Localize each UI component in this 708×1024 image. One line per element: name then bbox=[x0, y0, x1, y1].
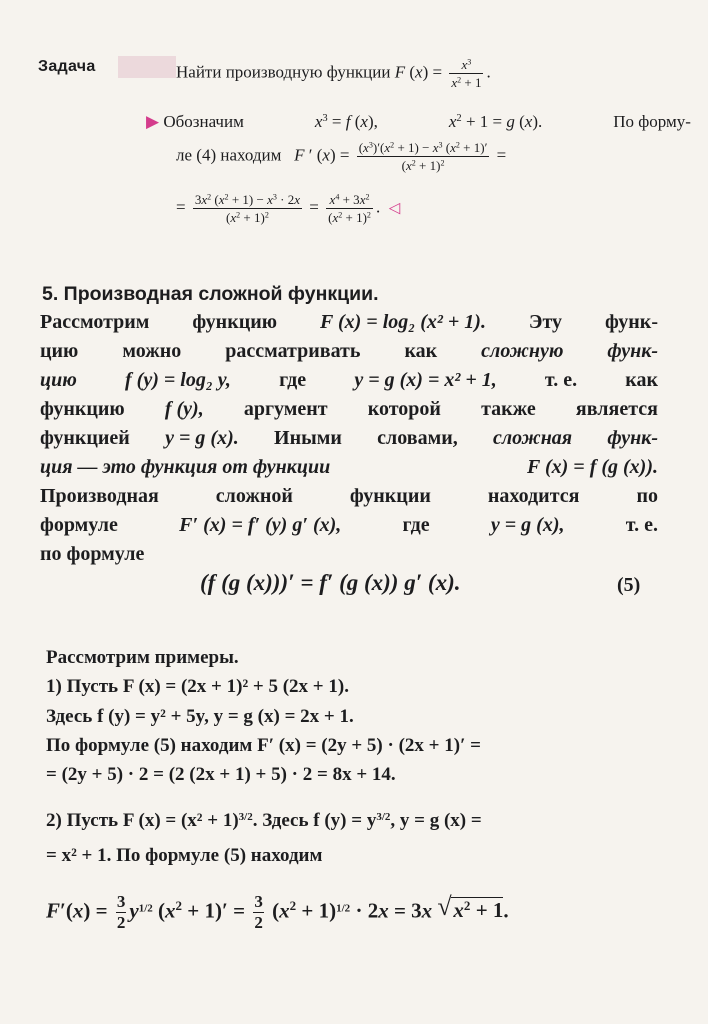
sqrt-symbol: √ $x^2 + 1$ bbox=[437, 892, 504, 923]
task-line-4: = $\frac{3x^2 (x^2 + 1) - x^3 \cdot 2x}{(x^2 + 1)^2}$ = $\frac{x^4 + 3x^2}{(x^2 + 1)^2}$ . ◁ bbox=[176, 192, 401, 225]
paragraph-line: цию можно рассматривать как сложную функ- bbox=[40, 340, 658, 362]
task-label-highlight bbox=[118, 56, 176, 78]
paragraph-line: формуле F′ (x) = f′ (y) g′ (x), где y = g (x), т. е. bbox=[40, 514, 658, 536]
task-label: Задача bbox=[38, 58, 96, 75]
paragraph-line: Рассмотрим функцию F (x) = log₂ (x² + 1). Эту функ- bbox=[40, 311, 658, 333]
example-1-line: = (2y + 5) · 2 = (2 (2x + 1) + 5) · 2 = 8x + 14. bbox=[46, 764, 396, 785]
paragraph-line: функцией y = g (x). Иными словами, сложная функ- bbox=[40, 427, 658, 449]
paragraph-line: Производная сложной функции находится по bbox=[40, 485, 658, 507]
task-line-3: ле (4) находим F ′ (x) = $\frac{(x^3)'(x^2 + 1) - x^3 (x^2 + 1)'}{(x^2 + 1)^2}$ = bbox=[176, 140, 507, 173]
task-statement: Найти производную функции F (x) = $\frac{x^3}{x^2 + 1}$ . bbox=[176, 57, 491, 90]
task-fraction: $\frac{x^3}{x^2 + 1}$ bbox=[451, 57, 482, 90]
task-line-2: ▶ Обозначим $x^3 = f$ (x), $x^2 + 1 = g$ (x). По форму- bbox=[146, 112, 691, 131]
example-2-line: 2) Пусть F $(x) = (x^2 + 1)^{3/2}$. Здесь f $(y) = y^{3/2}$, y = g (x) = bbox=[46, 810, 482, 831]
section-heading: 5. Производная сложной функции. bbox=[42, 283, 379, 305]
example-1-line: По формуле (5) находим F′ (x) = (2y + 5) · (2x + 1)′ = bbox=[46, 735, 481, 756]
paragraph-line: по формуле bbox=[40, 543, 145, 565]
section-paragraph bbox=[40, 308, 658, 569]
chain-rule-formula: (f (g (x)))′ = f′ (g (x)) g′ (x). bbox=[200, 570, 461, 595]
paragraph-line: ция — это функция от функции F (x) = f (g (x)). bbox=[40, 456, 658, 478]
example-1-line: 1) Пусть F (x) = (2x + 1)² + 5 (2x + 1). bbox=[46, 676, 349, 697]
example-end-marker-icon: ◁ bbox=[388, 200, 401, 217]
paragraph-line: цию f (y) = log₂ y, где y = g (x) = x² + 1, т. е. как bbox=[40, 369, 658, 391]
example-2-line: = x² + 1. По формуле (5) находим bbox=[46, 845, 323, 866]
examples-intro: Рассмотрим примеры. bbox=[46, 647, 239, 668]
derivative-quotient-fraction: $\frac{(x^3)'(x^2 + 1) - x^3 (x^2 + 1)'}{(x^2 + 1)^2}$ bbox=[358, 140, 488, 173]
equation-number: (5) bbox=[617, 574, 641, 596]
example-start-marker-icon: ▶ bbox=[146, 112, 160, 131]
example-2-result: F′(x) = $\frac{3}{2}$ $y^{1/2}$ $(x^2 + 1)'$ = $\frac{3}{2}$ $(x^2 + 1)^{1/2} \cdot 2x = 3x$ √ $x^2 + 1$. bbox=[46, 892, 509, 932]
paragraph-line: функцию f (y), аргумент которой также является bbox=[40, 398, 658, 420]
example-1-line: Здесь f (y) = y² + 5y, y = g (x) = 2x + 1. bbox=[46, 706, 354, 727]
